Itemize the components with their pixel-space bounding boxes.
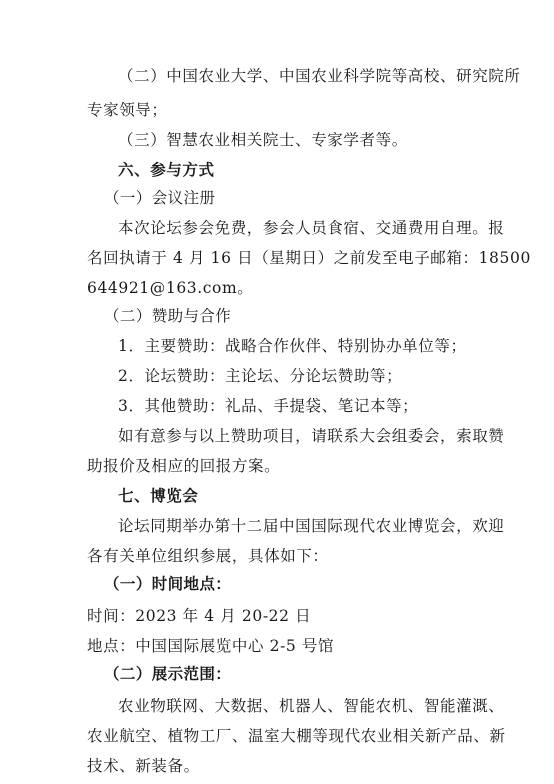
list-item-main-sponsorship: 1．主要赞助：战略合作伙伴、特别协办单位等； — [118, 337, 467, 355]
subheading-time-place: （一）时间地点： — [104, 575, 232, 593]
expo-time: 时间：2023 年 4 月 20-22 日 — [87, 607, 312, 625]
paragraph-scope-line2: 农业航空、植物工厂、温室大棚等现代农业相关新产品、新 — [87, 727, 506, 745]
paragraph-sponsorship-contact-line2: 助报价及相应的回报方案。 — [87, 457, 281, 475]
expo-location: 地点：中国国际展览中心 2-5 号馆 — [87, 637, 335, 655]
paragraph-registration-line1: 本次论坛参会免费，参会人员食宿、交通费用自理。报 — [118, 219, 505, 237]
list-item-forum-sponsorship: 2．论坛赞助：主论坛、分论坛赞助等； — [118, 367, 403, 385]
paragraph-scope-line1: 农业物联网、大数据、机器人、智能农机、智能灌溉、 — [118, 697, 505, 715]
paragraph-expo-line2: 各有关单位组织参展，具体如下： — [87, 547, 329, 565]
paragraph-registration-line2: 名回执请于 4 月 16 日（星期日）之前发至电子邮箱：18500 — [87, 249, 531, 267]
subheading-registration: （一）会议注册 — [104, 189, 216, 207]
section-heading-participation: 六、参与方式 — [118, 161, 215, 179]
list-item-academicians: （三）智慧农业相关院士、专家学者等。 — [118, 131, 408, 149]
list-item-other-sponsorship: 3．其他赞助：礼品、手提袋、笔记本等； — [118, 397, 419, 415]
paragraph-expo-line1: 论坛同期举办第十二届中国国际现代农业博览会，欢迎 — [118, 517, 505, 535]
list-item-experts-continued: 专家领导； — [87, 101, 168, 119]
paragraph-scope-line3: 技术、新装备。 — [87, 757, 200, 775]
paragraph-registration-line3: 644921@163.com。 — [87, 279, 254, 297]
subheading-exhibit-scope: （二）展示范围： — [104, 665, 232, 683]
section-heading-expo: 七、博览会 — [118, 487, 199, 505]
list-item-experts-universities: （二）中国农业大学、中国农业科学院等高校、研究院所 — [118, 67, 521, 85]
subheading-sponsorship: （二）赞助与合作 — [104, 307, 232, 325]
paragraph-sponsorship-contact-line1: 如有意参与以上赞助项目，请联系大会组委会，索取赞 — [118, 427, 505, 445]
